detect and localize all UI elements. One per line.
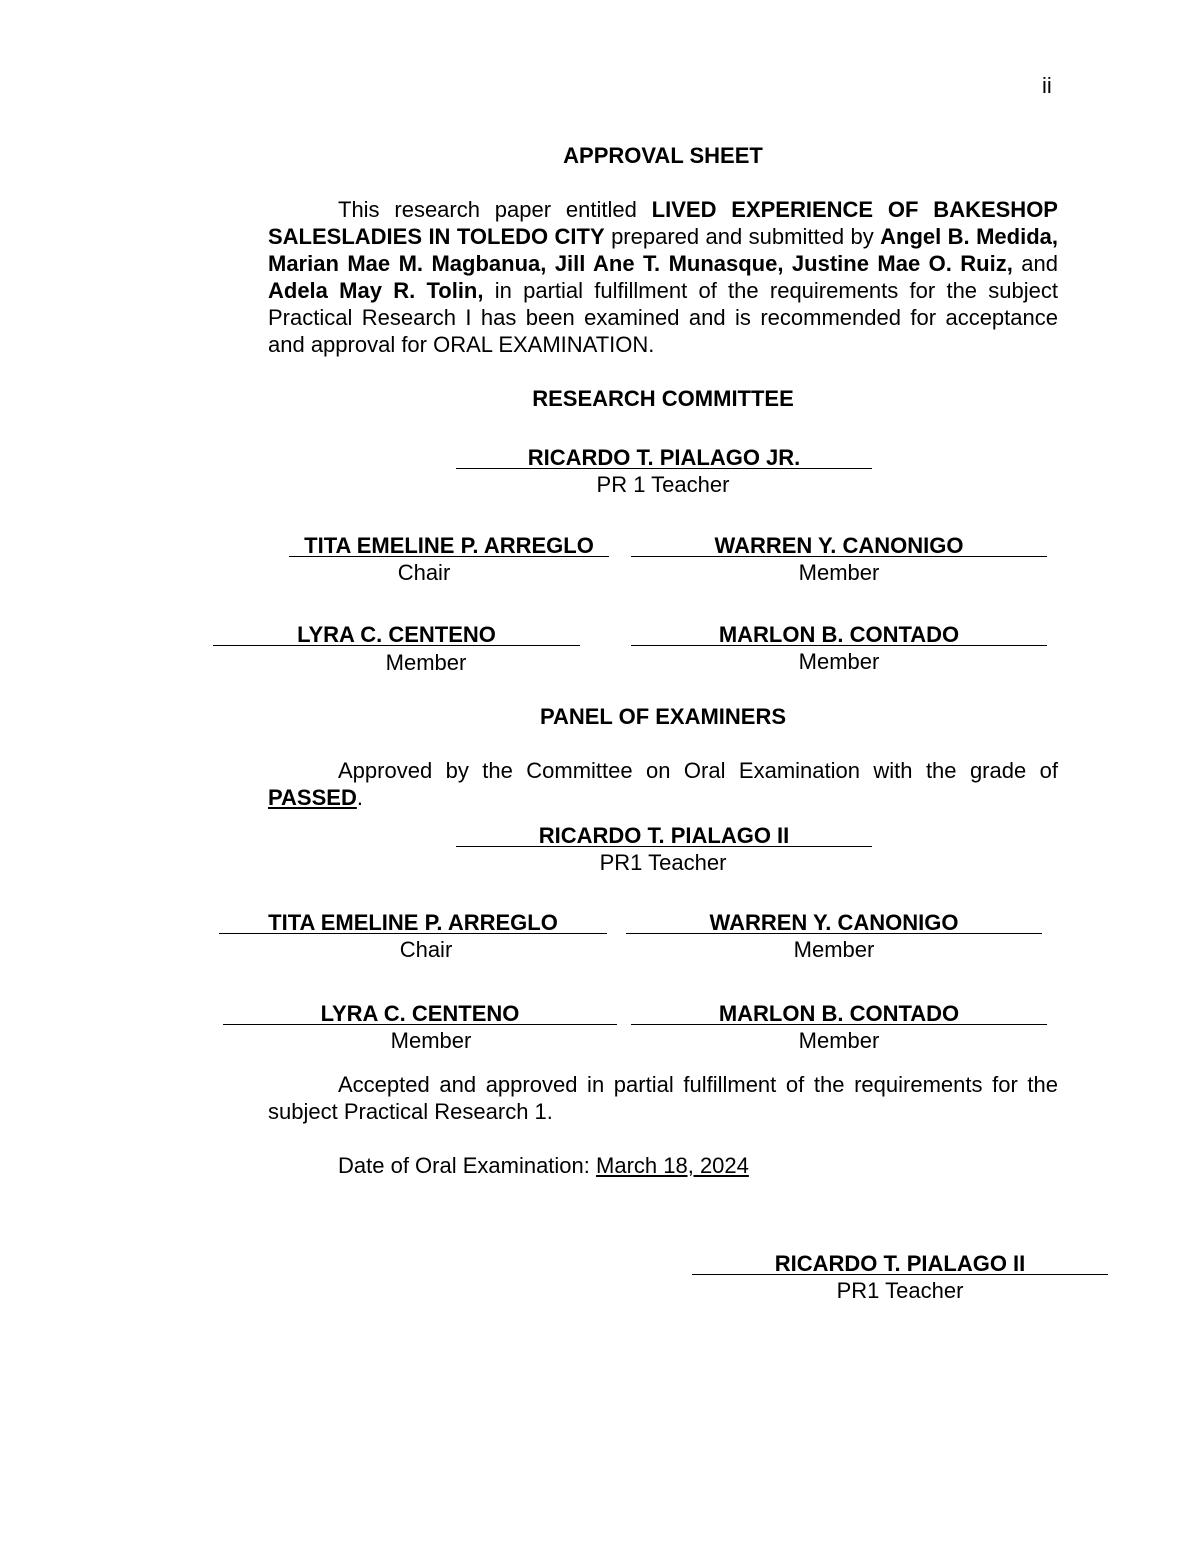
panel-teacher-name: RICARDO T. PIALAGO II [538, 823, 790, 848]
last-author: Adela May R. Tolin, [268, 278, 484, 303]
intro-text-4: in partial fulfillment of the requirements for the subject Practical Research I has been examined and is recommended for acceptance and approval for ORAL EXAMINATION. [268, 278, 1058, 357]
acceptance-paragraph [268, 1071, 1058, 1125]
committee-member3-signature [631, 621, 1047, 648]
research-title: LIVED EXPERIENCE OF BAKESHOP SALESLADIES IN TOLEDO CITY [268, 197, 1058, 249]
exam-date-value: March 18, 2024 [596, 1153, 749, 1178]
panel-chair-role: Chair [399, 937, 453, 962]
committee-heading: RESEARCH COMMITTEE [532, 386, 794, 411]
grade-value: PASSED [268, 785, 357, 810]
committee-chair-role: Chair [397, 560, 451, 585]
panel-member3-name: MARLON B. CONTADO [718, 1001, 960, 1026]
exam-date-line [338, 1152, 749, 1179]
panel-member2-role: Member [390, 1028, 472, 1053]
exam-date-label: Date of Oral Examination: [338, 1153, 597, 1178]
grade-suffix: . [356, 785, 363, 810]
panel-member1-name: WARREN Y. CANONIGO [709, 910, 959, 935]
committee-member2-role: Member [385, 650, 467, 675]
committee-member1-signature [631, 532, 1047, 559]
committee-teacher-signature [456, 444, 872, 471]
committee-chair-name: TITA EMELINE P. ARREGLO [304, 533, 594, 558]
panel-chair-name: TITA EMELINE P. ARREGLO [268, 910, 558, 935]
final-signatory-name: RICARDO T. PIALAGO II [774, 1251, 1026, 1276]
committee-member1-name: WARREN Y. CANONIGO [714, 533, 964, 558]
committee-member2-signature [213, 621, 580, 648]
panel-member1-signature [626, 909, 1042, 936]
committee-member2-name: LYRA C. CENTENO [297, 622, 496, 647]
intro-text-2: prepared and submitted by [604, 224, 881, 249]
panel-heading: PANEL OF EXAMINERS [539, 704, 787, 729]
committee-chair-signature [289, 532, 609, 559]
panel-approval-text: Approved by the Committee on Oral Examination with the grade of [338, 758, 1058, 783]
panel-teacher-role: PR1 Teacher [599, 850, 727, 875]
committee-teacher-name: RICARDO T. PIALAGO JR. [527, 445, 801, 470]
page-number: ii [1042, 73, 1052, 98]
panel-member3-signature [631, 1000, 1047, 1027]
intro-text-3: and [1012, 251, 1058, 276]
final-signatory-role: PR1 Teacher [836, 1278, 964, 1303]
committee-member3-name: MARLON B. CONTADO [718, 622, 960, 647]
page-title: APPROVAL SHEET [563, 143, 763, 168]
committee-teacher-role: PR 1 Teacher [596, 472, 730, 497]
committee-member1-role: Member [798, 560, 880, 585]
committee-member3-role: Member [798, 649, 880, 674]
acceptance-text: Accepted and approved in partial fulfillment of the requirements for the subject Practical Research 1. [268, 1072, 1058, 1124]
panel-teacher-signature [456, 822, 872, 849]
intro-paragraph [268, 196, 1058, 358]
panel-member1-role: Member [793, 937, 875, 962]
panel-member3-role: Member [798, 1028, 880, 1053]
final-signatory-signature [692, 1250, 1108, 1277]
intro-text-1: This research paper entitled [338, 197, 652, 222]
panel-member2-signature [223, 1000, 617, 1027]
panel-member2-name: LYRA C. CENTENO [320, 1001, 520, 1026]
panel-chair-signature [219, 909, 607, 936]
author-list: Angel B. Medida, Marian Mae M. Magbanua, Jill Ane T. Munasque, Justine Mae O. Ruiz, [268, 224, 1058, 276]
panel-approval-paragraph [268, 757, 1058, 811]
